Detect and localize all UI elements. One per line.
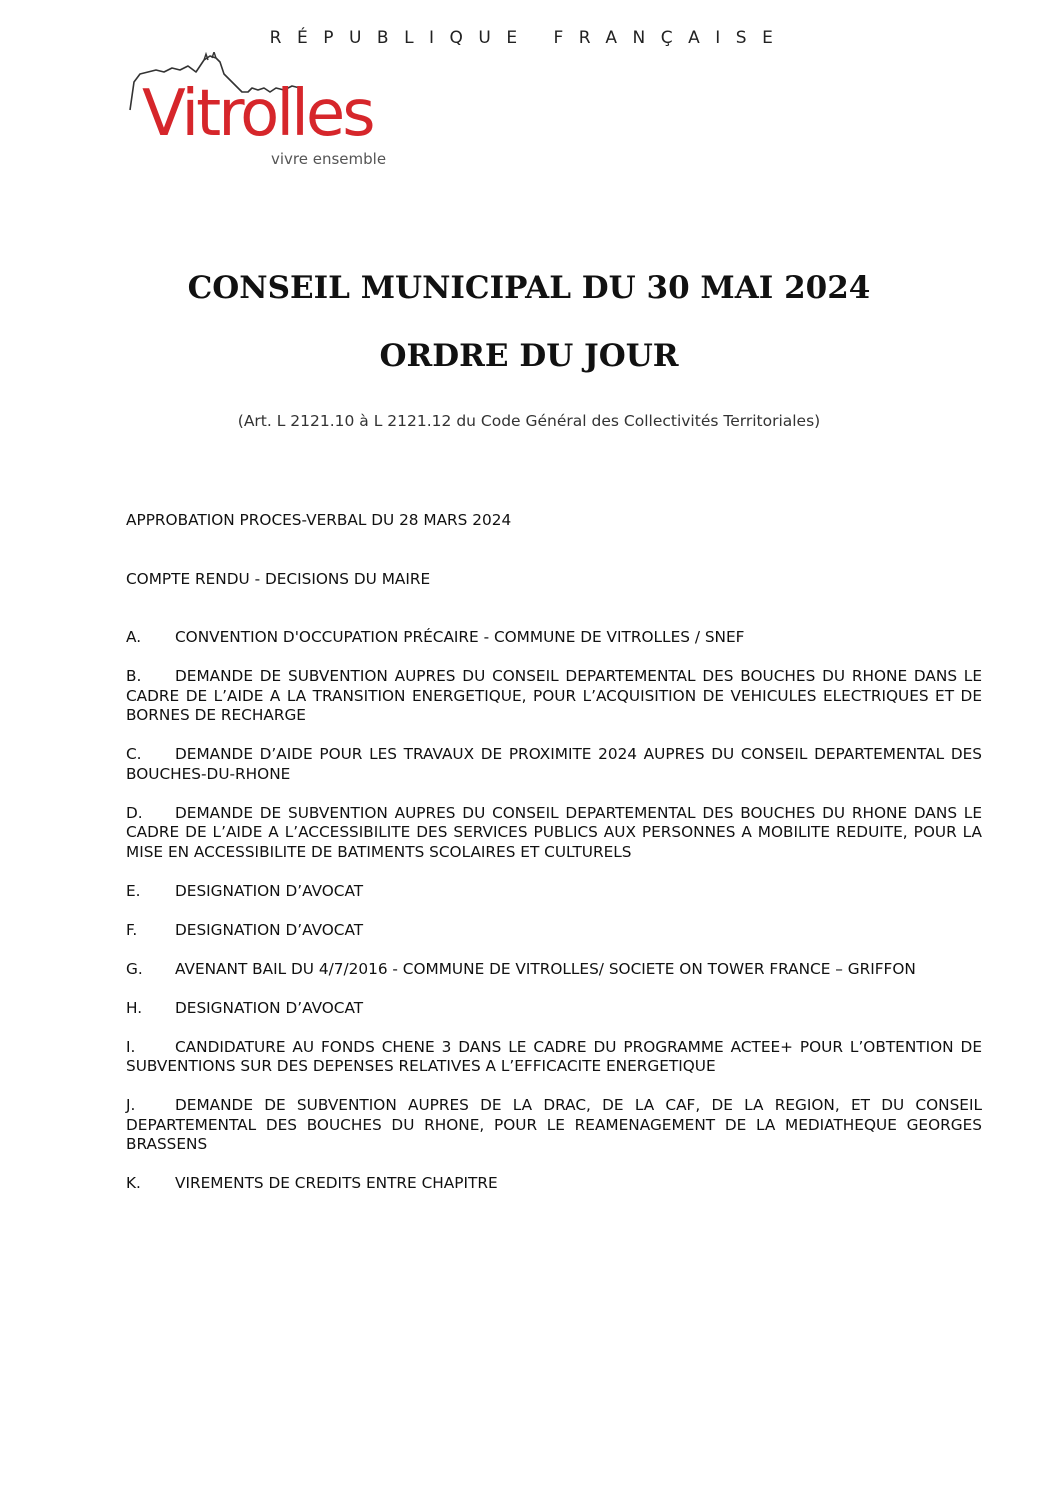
agenda-item <box>126 882 982 902</box>
agenda-item-letter: K. <box>126 1174 141 1192</box>
agenda-item-text: CANDIDATURE AU FONDS CHENE 3 DANS LE CADRE DU PROGRAMME ACTEE+ POUR L’OBTENTION DE SUBVENTIONS SUR DES DEPENSES RELATIVES A L’EFFICACITE ENERGETIQUE <box>126 1037 982 1075</box>
page-subtitle-title: ORDRE DU JOUR <box>379 338 679 374</box>
agenda-item-letter: F. <box>126 920 138 939</box>
agenda-items <box>126 628 982 1194</box>
agenda-item-text: CONVENTION D'OCCUPATION PRÉCAIRE - COMMUNE DE VITROLLES / SNEF <box>175 628 745 646</box>
agenda-item-text: DEMANDE DE SUBVENTION AUPRES DU CONSEIL DEPARTEMENTAL DES BOUCHES DU RHONE DANS LE CADRE DE L’AIDE A L’ACCESSIBILITE DES SERVICES PUBLICS AUX PERSONNES A MOBILITE REDUITE, POUR LA MISE EN ACCESSIBILITE DE BATIMENTS SCOLAIRES ET CULTURELS <box>126 803 982 861</box>
agenda-item <box>126 960 982 980</box>
agenda-item-text: DEMANDE DE SUBVENTION AUPRES DU CONSEIL DEPARTEMENTAL DES BOUCHES DU RHONE DANS LE CADRE DE L’AIDE A LA TRANSITION ENERGETIQUE, POUR L’ACQUISITION DE VEHICULES ELECTRIQUES ET DE BORNES DE RECHARGE <box>126 667 982 724</box>
logo-wordmark: Vitrolles <box>142 77 373 151</box>
agenda-item-letter: E. <box>126 881 141 900</box>
agenda-item-letter: I. <box>126 1037 136 1056</box>
agenda-item-letter: B. <box>126 667 142 685</box>
agenda-item <box>126 804 982 863</box>
agenda-item-letter: J. <box>126 1096 136 1114</box>
agenda-item-letter: C. <box>126 745 142 763</box>
agenda-item-text: AVENANT BAIL DU 4/7/2016 - COMMUNE DE VITROLLES/ SOCIETE ON TOWER FRANCE – GRIFFON <box>175 959 916 978</box>
republic-header: RÉPUBLIQUE FRANÇAISE <box>269 28 789 48</box>
agenda-item-letter: G. <box>126 959 143 978</box>
agenda-item-letter: D. <box>126 803 143 822</box>
agenda-item-text: VIREMENTS DE CREDITS ENTRE CHAPITRE <box>175 1174 498 1192</box>
agenda-item-text: DESIGNATION D’AVOCAT <box>175 920 364 939</box>
report-line: COMPTE RENDU - DECISIONS DU MAIRE <box>126 569 431 588</box>
page-title: CONSEIL MUNICIPAL DU 30 MAI 2024 <box>187 270 871 306</box>
agenda-item-text: DEMANDE D’AIDE POUR LES TRAVAUX DE PROXIMITE 2024 AUPRES DU CONSEIL DEPARTEMENTAL DES BOUCHES-DU-RHONE <box>126 745 982 783</box>
agenda-item <box>126 1038 982 1077</box>
agenda-item-letter: H. <box>126 998 143 1017</box>
agenda-item <box>126 667 982 726</box>
vitrolles-logo <box>124 52 424 177</box>
agenda-item-letter: A. <box>126 628 142 646</box>
agenda-item <box>126 999 982 1019</box>
agenda <box>126 511 982 1194</box>
agenda-item <box>126 745 982 784</box>
legal-reference: (Art. L 2121.10 à L 2121.12 du Code Général des Collectivités Territoriales) <box>237 412 821 430</box>
agenda-item <box>126 921 982 941</box>
agenda-item <box>126 1096 982 1155</box>
agenda-item-text: DESIGNATION D’AVOCAT <box>175 881 364 900</box>
agenda-item-text: DEMANDE DE SUBVENTION AUPRES DE LA DRAC, DE LA CAF, DE LA REGION, ET DU CONSEIL DEPARTEMENTAL DES BOUCHES DU RHONE, POUR LE REAMENAGEMENT DE LA MEDIATHEQUE GEORGES BRASSENS <box>126 1096 982 1153</box>
agenda-item <box>126 628 982 648</box>
agenda-item <box>126 1174 982 1194</box>
agenda-item-text: DESIGNATION D’AVOCAT <box>175 998 364 1017</box>
approval-line: APPROBATION PROCES-VERBAL DU 28 MARS 2024 <box>126 511 512 529</box>
logo-tagline: vivre ensemble <box>271 150 387 168</box>
